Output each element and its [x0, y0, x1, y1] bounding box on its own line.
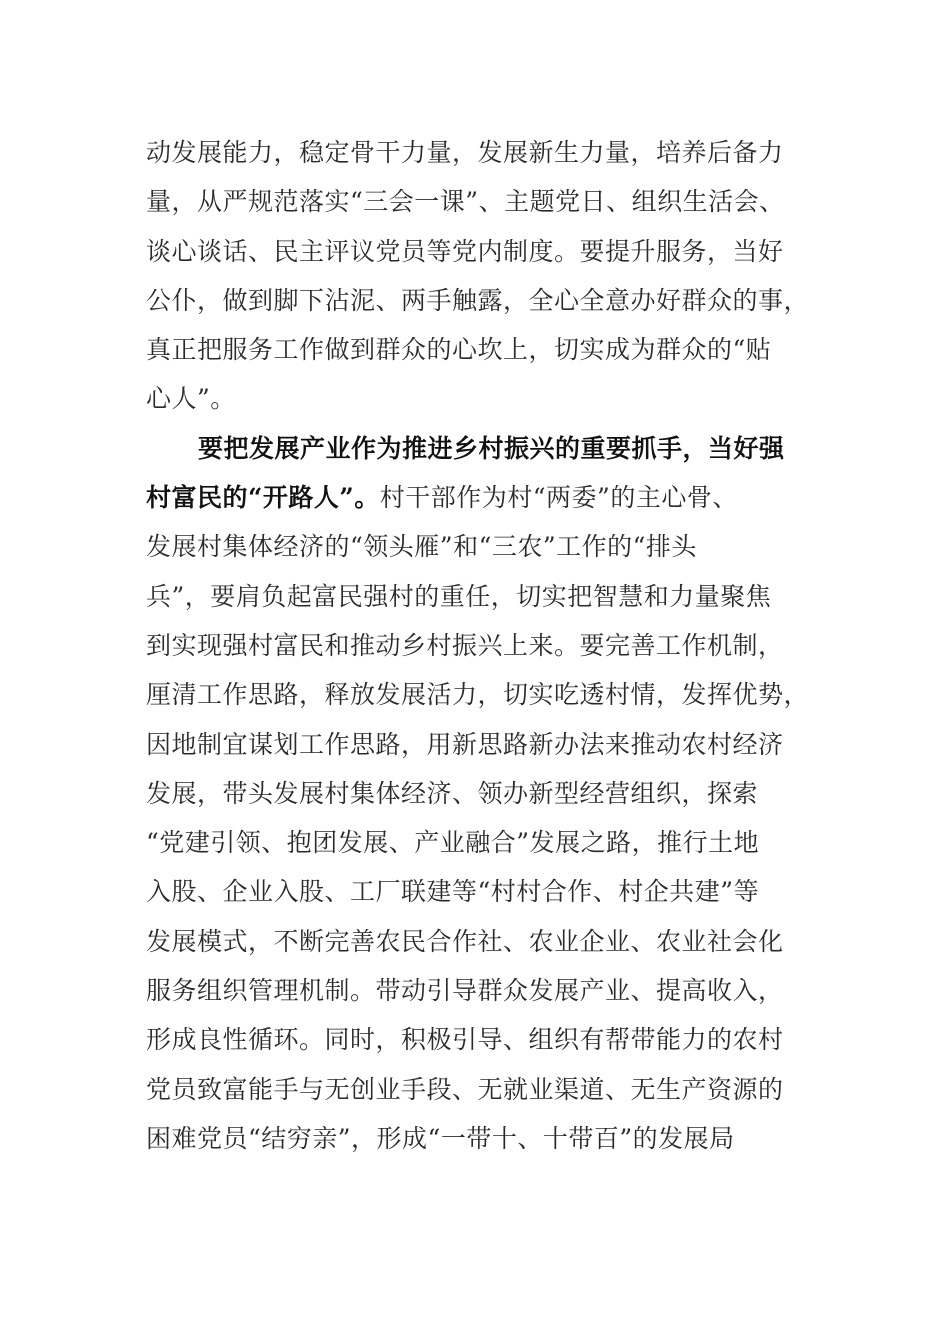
paragraph-line: 动发展能力，稳定骨干力量，发展新生力量，培养后备力: [146, 138, 784, 167]
paragraph-2: [146, 424, 810, 1163]
paragraph-line: 困难党员“结穷亲”，形成“一带十、十带百”的发展局: [146, 1123, 735, 1153]
paragraph-line: 谈心谈话、民主评议党员等党内制度。要提升服务，当好: [146, 236, 784, 266]
paragraph-line: 因地制宜谋划工作思路，用新思路新办法来推动农村经济: [146, 729, 784, 759]
paragraph-line: 心人”。: [146, 384, 236, 414]
paragraph-1: [146, 128, 810, 424]
paragraph-line: 到实现强村富民和推动乡村振兴上来。要完善工作机制，: [146, 630, 784, 660]
paragraph-line: 量，从严规范落实“三会一课”、主题党日、组织生活会、: [146, 187, 785, 217]
paragraph-line: 公仆，做到脚下沾泥、两手触露，全心全意办好群众的事，: [146, 285, 810, 315]
paragraph-line-mixed: [146, 473, 798, 522]
paragraph-line: 党员致富能手与无创业手段、无就业渠道、无生产资源的: [146, 1074, 784, 1104]
paragraph-line: 兵”，要肩负起富民强村的重任，切实把智慧和力量聚焦: [146, 581, 772, 611]
paragraph-line: 形成良性循环。同时，积极引导、组织有帮带能力的农村: [146, 1025, 784, 1055]
paragraph-heading-line: 要把发展产业作为推进乡村振兴的重要抓手，当好强: [198, 433, 785, 463]
paragraph-line: 发展，带头发展村集体经济、领办新型经营组织，探索: [146, 778, 759, 808]
paragraph-line: 真正把服务工作做到群众的心坎上，切实成为群众的“贴: [146, 335, 772, 365]
paragraph-line: 发展模式，不断完善农民合作社、农业企业、农业社会化: [146, 926, 784, 956]
document-body: [146, 128, 810, 1163]
paragraph-line: 入股、企业入股、工厂联建等“村村合作、村企共建”等: [146, 877, 760, 907]
paragraph-line: “党建引领、抱团发展、产业融合”发展之路，推行土地: [146, 828, 760, 858]
paragraph-line: 厘清工作思路，释放发展活力，切实吃透村情，发挥优势，: [146, 680, 810, 710]
paragraph-line: 发展村集体经济的“领头雁”和“三农”工作的“排头: [146, 532, 697, 562]
paragraph-line-text: 村干部作为村“两委”的主心骨、: [379, 483, 738, 513]
paragraph-line: 服务组织管理机制。带动引导群众发展产业、提高收入，: [146, 976, 784, 1006]
paragraph-heading-continuation: 村富民的“开路人”。: [146, 483, 380, 513]
